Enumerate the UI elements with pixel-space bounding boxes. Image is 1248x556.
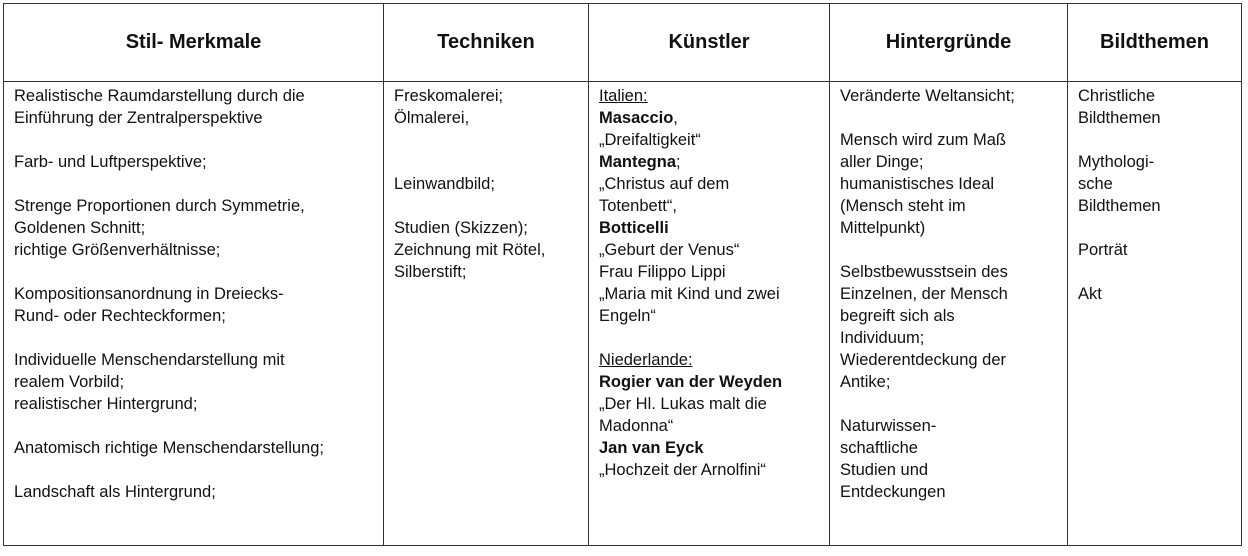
line-text: Realistische Raumdarstellung durch die (14, 87, 305, 105)
line-text: Silberstift; (394, 263, 467, 281)
line-text: „Dreifaltigkeit“ (599, 131, 701, 149)
header-bildthemen: Bildthemen (1068, 4, 1242, 82)
text-line (599, 107, 820, 129)
line-text: humanistisches Ideal (840, 175, 995, 193)
line-text: Niederlande: (599, 351, 693, 369)
header-stil-merkmale: Stil- Merkmale (4, 4, 384, 82)
line-text: „Hochzeit der Arnolfini“ (599, 461, 766, 479)
text-line (840, 85, 1058, 107)
line-text: „Maria mit Kind und zwei (599, 285, 780, 303)
blank-line (1078, 217, 1232, 239)
text-line (14, 305, 374, 327)
text-line (599, 283, 820, 305)
text-line (840, 305, 1058, 327)
line-text: Ölmalerei, (394, 109, 470, 127)
line-text: Strenge Proportionen durch Symmetrie, (14, 197, 305, 215)
text-line (599, 195, 820, 217)
text-line (14, 349, 374, 371)
line-text: Akt (1078, 285, 1102, 303)
line-text: Italien: (599, 87, 648, 105)
line-text: Bildthemen (1078, 109, 1161, 127)
text-line (14, 151, 374, 173)
line-text: Entdeckungen (840, 483, 946, 501)
text-line (840, 151, 1058, 173)
cell-stil-merkmale (4, 82, 384, 546)
text-line (840, 437, 1058, 459)
text-line (14, 217, 374, 239)
text-line (14, 283, 374, 305)
line-text: richtige Größenverhältnisse; (14, 241, 221, 259)
header-row (4, 4, 1242, 82)
text-line (599, 415, 820, 437)
blank-line (599, 327, 820, 349)
line-text: Individuelle Menschendarstellung mit (14, 351, 285, 369)
text-line (599, 393, 820, 415)
text-line (840, 459, 1058, 481)
text-line (599, 85, 820, 107)
line-text: „Der Hl. Lukas malt die (599, 395, 767, 413)
header-techniken: Techniken (384, 4, 589, 82)
blank-line (14, 459, 374, 481)
blank-line (14, 261, 374, 283)
text-line (840, 481, 1058, 503)
line-text: Christliche (1078, 87, 1156, 105)
line-text: Rogier van der Weyden (599, 373, 783, 391)
renaissance-overview-table (3, 3, 1242, 546)
blank-line (1078, 129, 1232, 151)
blank-line (14, 173, 374, 195)
text-line (14, 437, 374, 459)
text-line (599, 261, 820, 283)
line-punctuation: , (673, 109, 678, 127)
line-text: schaftliche (840, 439, 918, 457)
line-text: begreift sich als (840, 307, 955, 325)
blank-line (14, 129, 374, 151)
blank-line (394, 151, 579, 173)
text-line (599, 305, 820, 327)
line-text: (Mensch steht im (840, 197, 966, 215)
line-text: Veränderte Weltansicht; (840, 87, 1015, 105)
text-line (1078, 173, 1232, 195)
line-text: Wiederentdeckung der (840, 351, 1007, 369)
text-line (1078, 283, 1232, 305)
text-line (840, 195, 1058, 217)
text-line (840, 327, 1058, 349)
text-line (840, 129, 1058, 151)
text-line (599, 437, 820, 459)
text-line (599, 173, 820, 195)
cell-techniken (384, 82, 589, 546)
line-text: Freskomalerei; (394, 87, 504, 105)
text-line (840, 415, 1058, 437)
text-line (599, 349, 820, 371)
text-line (394, 239, 579, 261)
line-punctuation: ; (676, 153, 681, 171)
text-line (599, 217, 820, 239)
text-line (840, 371, 1058, 393)
line-text: Rund- oder Rechteckformen; (14, 307, 226, 325)
text-line (599, 371, 820, 393)
line-text: Bildthemen (1078, 197, 1161, 215)
blank-line (1078, 261, 1232, 283)
text-line (14, 195, 374, 217)
line-text: Mythologi- (1078, 153, 1155, 171)
text-line (14, 371, 374, 393)
cell-hintergruende (830, 82, 1068, 546)
blank-line (394, 129, 579, 151)
line-text: Anatomisch richtige Menschendarstellung; (14, 439, 324, 457)
line-text: Studien und (840, 461, 929, 479)
line-text: Kompositionsanordnung in Dreiecks- (14, 285, 284, 303)
line-text: Engeln“ (599, 307, 656, 325)
cell-bildthemen (1068, 82, 1242, 546)
line-text: Individuum; (840, 329, 925, 347)
line-text: Selbstbewusstsein des (840, 263, 1008, 281)
line-text: sche (1078, 175, 1113, 193)
line-text: Antike; (840, 373, 891, 391)
text-line (599, 151, 820, 173)
line-text: Goldenen Schnitt; (14, 219, 146, 237)
text-line (840, 349, 1058, 371)
text-line (599, 459, 820, 481)
blank-line (840, 107, 1058, 129)
line-text: „Christus auf dem (599, 175, 730, 193)
text-line (14, 393, 374, 415)
blank-line (14, 415, 374, 437)
line-text: Mittelpunkt) (840, 219, 926, 237)
blank-line (840, 239, 1058, 261)
line-text: aller Dinge; (840, 153, 924, 171)
blank-line (14, 327, 374, 349)
line-text: Masaccio (599, 109, 674, 127)
line-text: Frau Filippo Lippi (599, 263, 726, 281)
text-line (14, 107, 374, 129)
blank-line (394, 195, 579, 217)
text-line (1078, 107, 1232, 129)
line-text: Studien (Skizzen); (394, 219, 528, 237)
line-text: Madonna“ (599, 417, 674, 435)
line-text: Porträt (1078, 241, 1128, 259)
text-line (840, 217, 1058, 239)
line-text: Landschaft als Hintergrund; (14, 483, 216, 501)
text-line (14, 239, 374, 261)
text-line (394, 85, 579, 107)
line-text: Totenbett“, (599, 197, 677, 215)
line-text: Botticelli (599, 219, 669, 237)
text-line (599, 129, 820, 151)
header-kuenstler: Künstler (589, 4, 830, 82)
line-text: Naturwissen- (840, 417, 937, 435)
text-line (14, 481, 374, 503)
header-hintergruende: Hintergründe (830, 4, 1068, 82)
text-line (394, 217, 579, 239)
text-line (1078, 195, 1232, 217)
text-line (840, 283, 1058, 305)
text-line (394, 173, 579, 195)
text-line (1078, 85, 1232, 107)
text-line (394, 107, 579, 129)
cell-kuenstler (589, 82, 830, 546)
text-line (840, 261, 1058, 283)
line-text: Leinwandbild; (394, 175, 495, 193)
blank-line (840, 393, 1058, 415)
line-text: realem Vorbild; (14, 373, 125, 391)
text-line (1078, 239, 1232, 261)
line-text: Zeichnung mit Rötel, (394, 241, 546, 259)
text-line (394, 261, 579, 283)
line-text: Farb- und Luftperspektive; (14, 153, 207, 171)
line-text: Einzelnen, der Mensch (840, 285, 1008, 303)
text-line (1078, 151, 1232, 173)
text-line (840, 173, 1058, 195)
line-text: Mensch wird zum Maß (840, 131, 1006, 149)
line-text: realistischer Hintergrund; (14, 395, 198, 413)
content-row (4, 82, 1242, 546)
line-text: Jan van Eyck (599, 439, 704, 457)
text-line (599, 239, 820, 261)
text-line (14, 85, 374, 107)
line-text: „Geburt der Venus“ (599, 241, 740, 259)
line-text: Mantegna (599, 153, 677, 171)
line-text: Einführung der Zentralperspektive (14, 109, 263, 127)
